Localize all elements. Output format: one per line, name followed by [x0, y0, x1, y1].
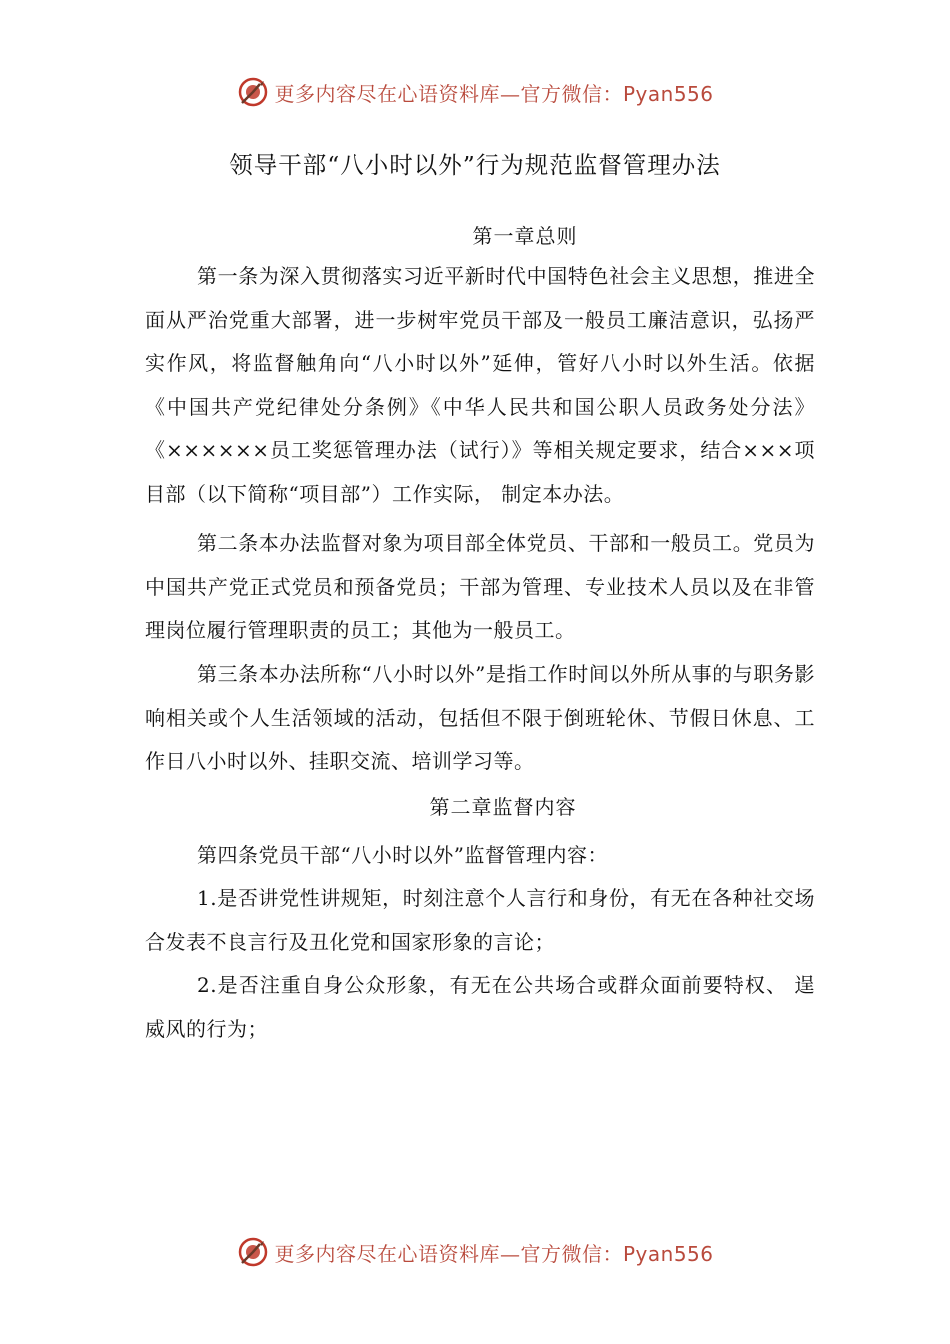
article-3: 第三条本办法所称“八小时以外”是指工作时间以外所从事的与职务影响相关或个人生活领域的活动，包括但不限于倒班轮休、节假日休息、工作日八小时以外、挂职交流、培训学习等。 [145, 662, 815, 773]
header-banner [0, 70, 950, 114]
banner-text [274, 78, 713, 107]
list-item-1: 1.是否讲党性讲规矩，时刻注意个人言行和身份，有无在各种社交场合发表不良言行及丑化党和国家形象的言论； [145, 886, 815, 954]
banner-text-cn: 更多内容尽在心语资料库—官方微信： [274, 1241, 623, 1266]
footer-banner [0, 1230, 950, 1274]
banner-text-cn: 更多内容尽在心语资料库—官方微信： [274, 81, 623, 106]
banner-wechat-id: Pyan556 [622, 1241, 714, 1266]
brand-logo-icon [236, 75, 270, 109]
banner-wechat-id: Pyan556 [622, 81, 714, 106]
list-item-2: 2.是否注重自身公众形象，有无在公共场合或群众面前要特权、 逞威风的行为； [145, 973, 815, 1041]
brand-logo-icon [236, 1235, 270, 1269]
document-title: 领导干部“八小时以外”行为规范监督管理办法 [229, 151, 721, 179]
article-1: 第一条为深入贯彻落实习近平新时代中国特色社会主义思想，推进全面从严治党重大部署，进一步树牢党员干部及一般员工廉洁意识，弘扬严实作风，将监督触角向“八小时以外”延伸，管好八小时以外生活。依据《中国共产党纪律处分条例》《中华人民共和国公职人员政务处分法》《××××××员工奖惩管理办法（试行）》等相关规定要求，结合×××项目部（以下简称“项目部”）工作实际， 制定本办法。 [145, 264, 815, 506]
article-4: 第四条党员干部“八小时以外”监督管理内容： [197, 843, 608, 867]
chapter-heading-2: 第二章监督内容 [429, 795, 577, 819]
chapter-heading-1: 第一章总则 [472, 224, 578, 248]
article-2: 第二条本办法监督对象为项目部全体党员、干部和一般员工。党员为中国共产党正式党员和预备党员；干部为管理、专业技术人员以及在非管理岗位履行管理职责的员工；其他为一般员工。 [145, 531, 815, 642]
banner-text [274, 1238, 713, 1267]
